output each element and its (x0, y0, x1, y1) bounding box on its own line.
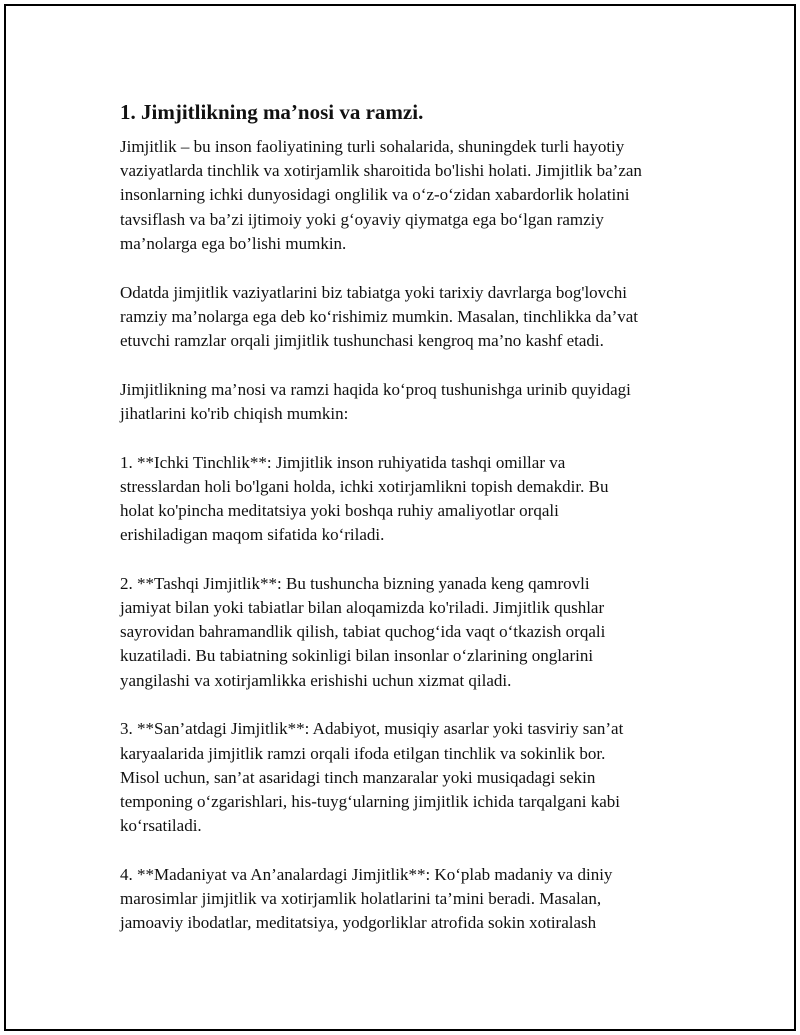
list-item-culture-traditions: 4. **Madaniyat va An’analardagi Jimjitlik**: Ko‘plab madaniy va diniy marosimlar jimjitlik va xotirjamlik holatlarini ta’mini beradi. Masalan, jamoaviy ibodatlar, meditatsiya, yodgorliklar atrofida sokin xotiralash (120, 864, 613, 933)
document-page (4, 4, 796, 1031)
list-item-inner-peace: 1. **Ichki Tinchlik**: Jimjitlik inson ruhiyatida tashqi omillar va stresslardan holi bo'lgani holda, ichki xotirjamlikni topish demakdir. Bu holat ko'pincha meditatsiya yoki boshqa ruhiy amaliyotlar orqali erishiladigan maqom sifatida ko‘riladi. (120, 452, 609, 545)
list-item-silence-in-art: 3. **San’atdagi Jimjitlik**: Adabiyot, musiqiy asarlar yoki tasviriy san’at karyaalarida jimjitlik ramzi orqali ifoda etilgan tinchlik va sokinlik bor. Misol uchun, san’at asaridagi tinch manzaralar yoki musiqadagi sekin temponing o‘zgarishlari, his-tuyg‘ularning jimjitlik ichida tarqalgani kabi ko‘rsatiladi. (120, 719, 624, 836)
section-heading: 1. Jimjitlikning ma’nosi va ramzi. (120, 100, 424, 124)
paragraph-aspects-intro: Jimjitlikning ma’nosi va ramzi haqida ko‘proq tushunishga urinib quyidagi jihatlarini ko'rib chiqish mumkin: (120, 379, 631, 423)
paragraph-symbolic-meaning: Odatda jimjitlik vaziyatlarini biz tabiatga yoki tarixiy davrlarga bog'lovchi ramziy ma’nolarga ega deb ko‘rishimiz mumkin. Masalan, tinchlikka da’vat etuvchi ramzlar orqali jimjitlik tushunchasi kengroq ma’no kashf etadi. (120, 282, 639, 350)
paragraph-intro: Jimjitlik – bu inson faoliyatining turli sohalarida, shuningdek turli hayotiy vaziyatlarda tinchlik va xotirjamlik sharoitida bo'lishi holati. Jimjitlik ba’zan insonlarning ichki dunyosidagi onglilik va o‘z-o‘zidan xabardorlik holatini tavsiflash va ba’zi ijtimoiy yoki g‘oyaviy qiymatga ega bo‘lgan ramziy ma’nolarga ega bo’lishi mumkin. (120, 137, 642, 253)
list-item-outer-silence: 2. **Tashqi Jimjitlik**: Bu tushuncha bizning yanada keng qamrovli jamiyat bilan yoki tabiatlar bilan aloqamizda ko'riladi. Jimjitlik qushlar sayrovidan bahramandlik qilish, tabiat quchog‘ida vaqt o‘tkazish orqali kuzatiladi. Bu tabiatning sokinligi bilan insonlar o‘zlarining onglarini yangilashi va xotirjamlikka erishishi uchun xizmat qiladi. (120, 573, 606, 690)
document-body (120, 98, 700, 960)
